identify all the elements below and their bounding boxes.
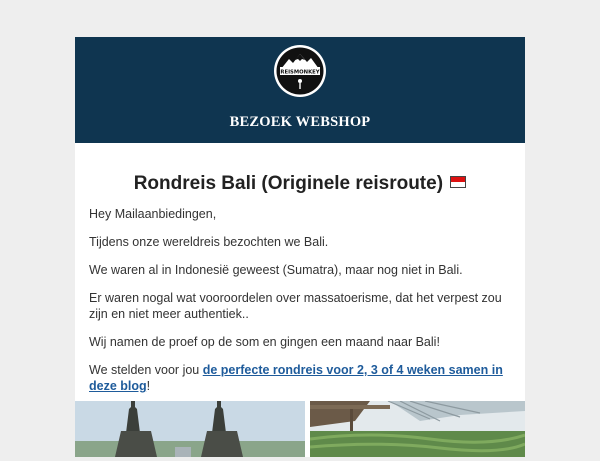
- email-header: [75, 37, 525, 143]
- article-title-text: Rondreis Bali (Originele reisroute): [133, 173, 444, 194]
- paragraph-4: Wij namen de proef op de som en gingen een maand naar Bali!: [89, 335, 440, 349]
- article-title: [89, 143, 511, 196]
- email-container: [75, 37, 525, 457]
- bali-rice-terrace-photo[interactable]: [310, 401, 525, 457]
- bali-temple-gate-photo[interactable]: [75, 401, 305, 457]
- visit-webshop-link[interactable]: BEZOEK WEBSHOP: [229, 114, 371, 130]
- indonesia-flag-icon: [450, 176, 466, 188]
- paragraph-cta: [89, 362, 511, 394]
- paragraph-3: Er waren nogal wat vooroordelen over massatoerisme, dat het verpest zou zijn en niet meer authentiek..: [89, 291, 502, 321]
- cta-suffix: !: [146, 379, 151, 393]
- paragraph-greeting: Hey Mailaanbiedingen,: [89, 207, 217, 221]
- image-row: [75, 401, 525, 461]
- email-content: [75, 143, 525, 394]
- paragraph-2: We waren al in Indonesië geweest (Sumatra), maar nog niet in Bali.: [89, 263, 463, 277]
- cta-prefix: We stelden voor jou: [89, 363, 203, 377]
- reismonkey-logo[interactable]: [273, 44, 327, 98]
- paragraph-1: Tijdens onze wereldreis bezochten we Bali.: [89, 235, 329, 249]
- perfect-route-blog-link[interactable]: de perfecte rondreis voor 2, 3 of 4 weken samen in deze blog: [89, 363, 503, 393]
- logo-text: REISMONKEY: [280, 69, 320, 76]
